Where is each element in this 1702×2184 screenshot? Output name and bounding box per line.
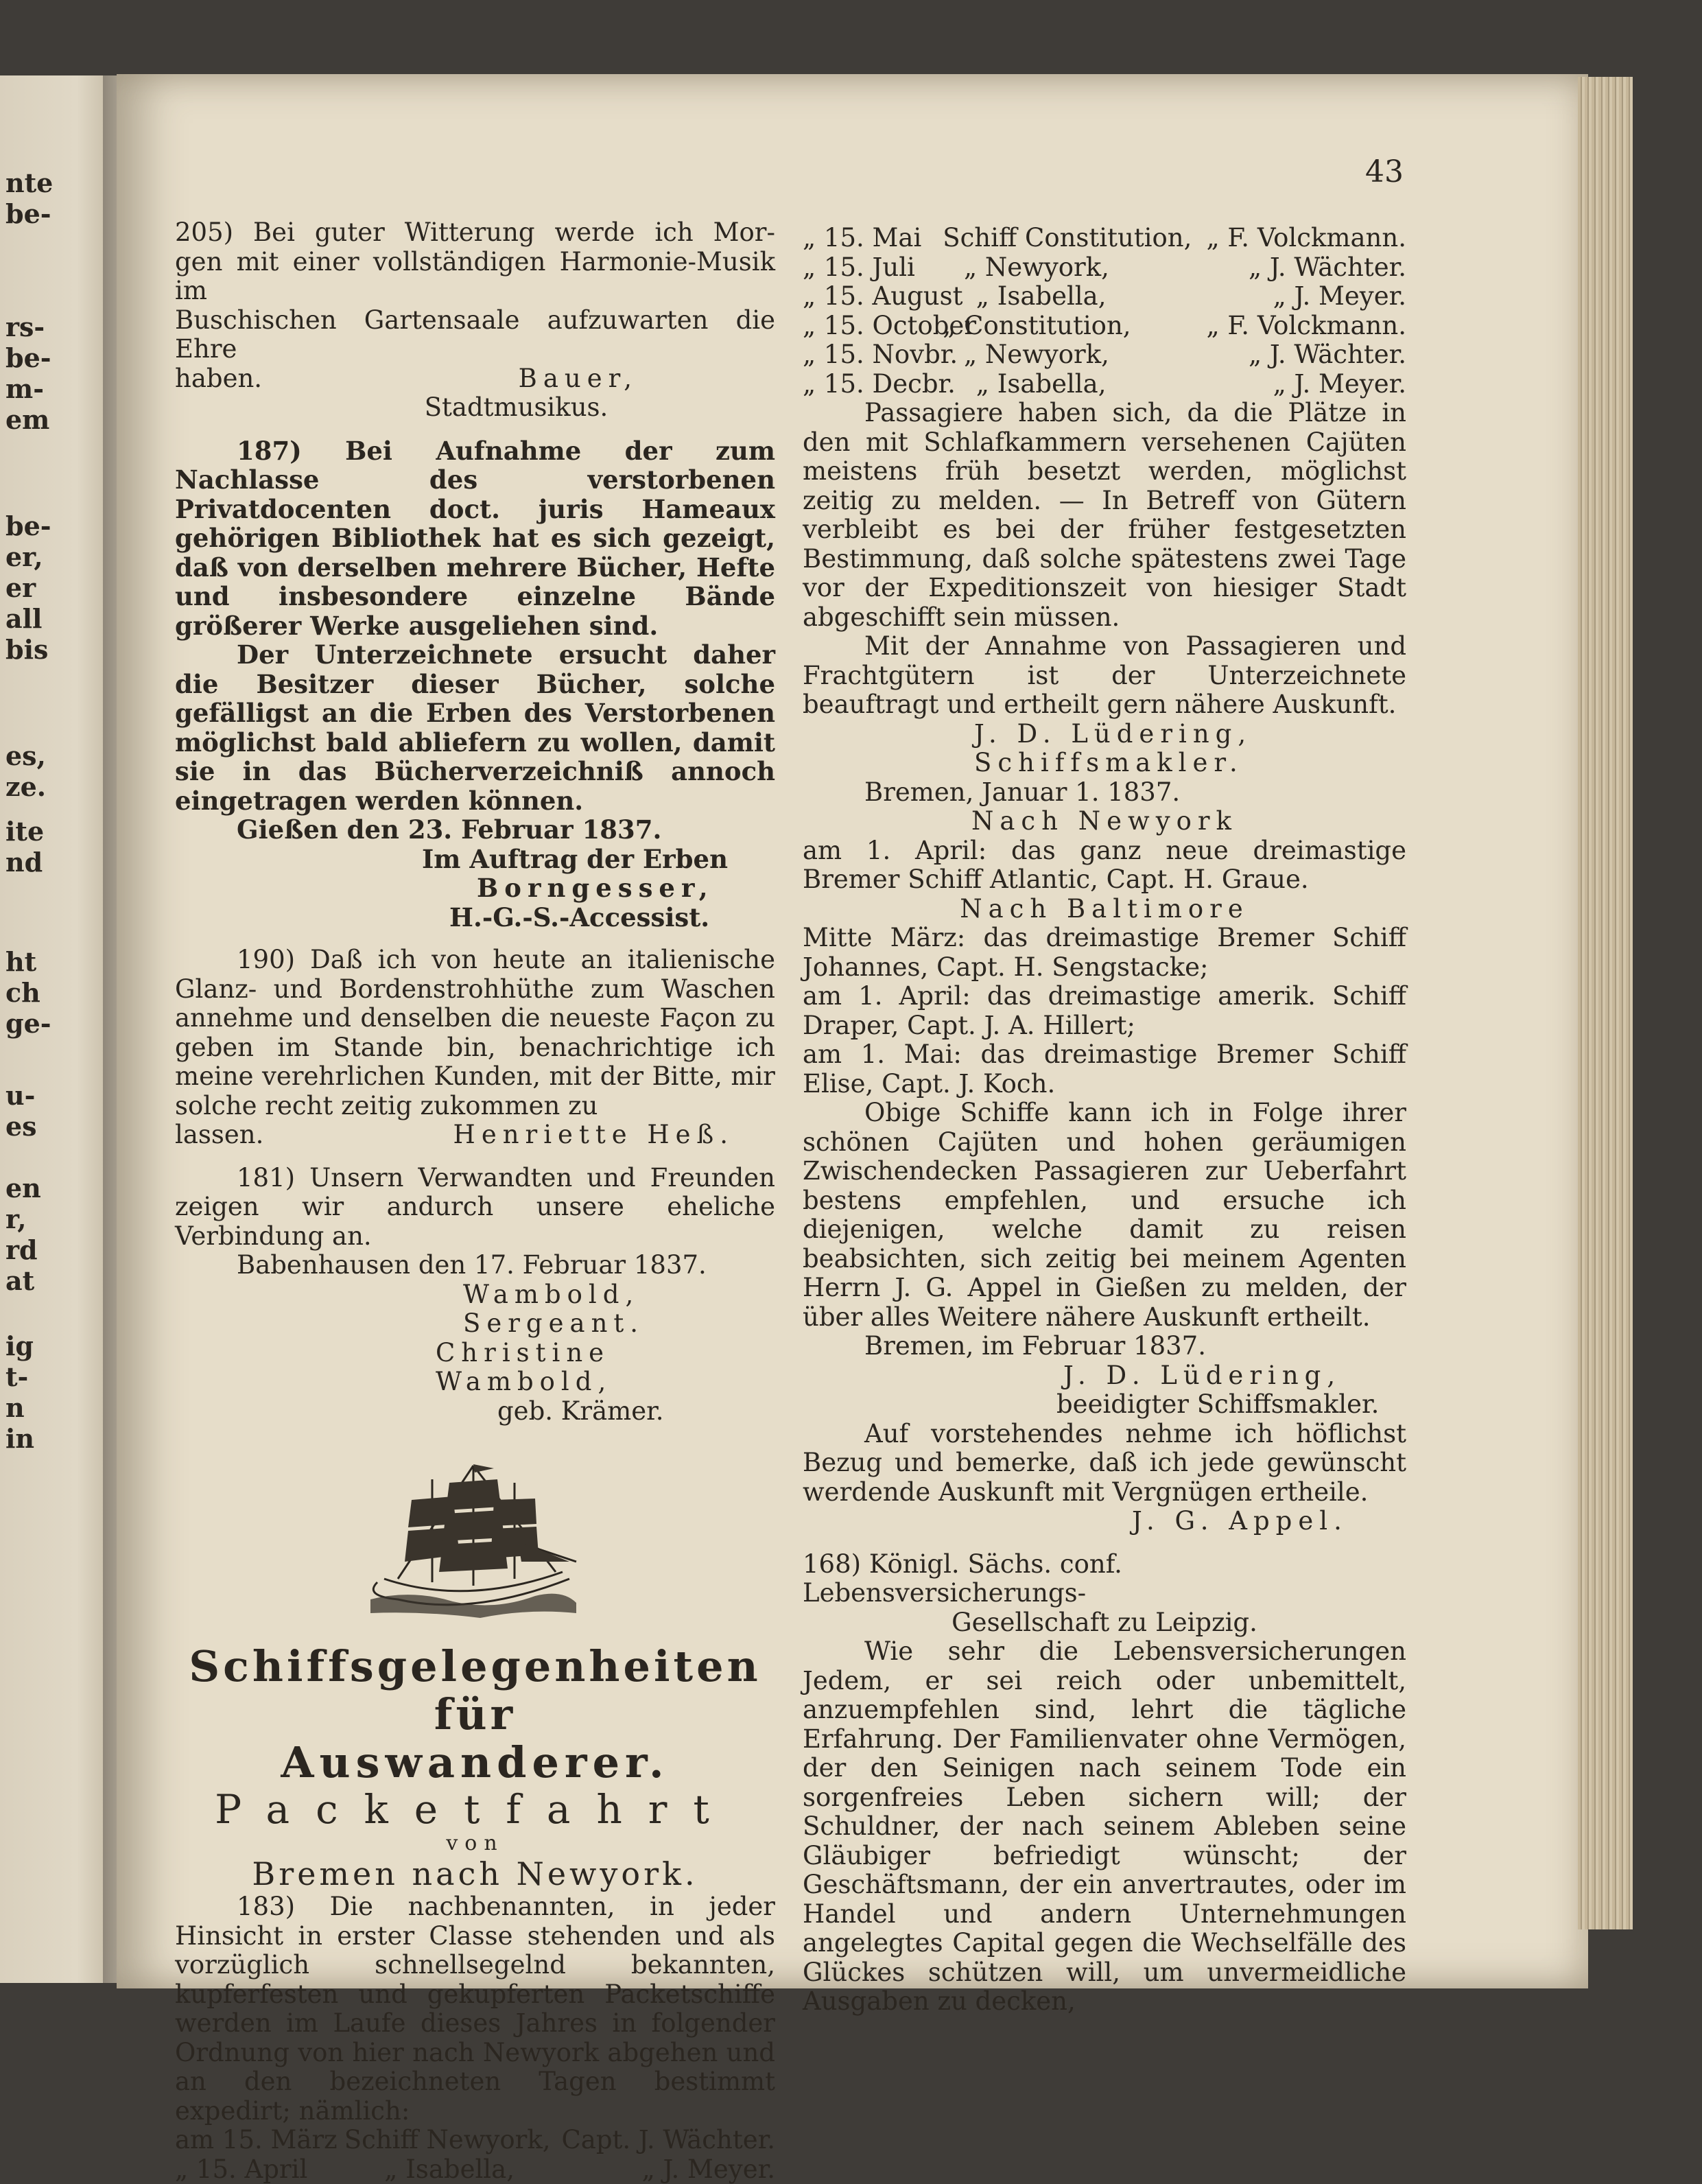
left-page-fragment: es, bbox=[5, 741, 46, 771]
notice-205-line-2: gen mit einer vollständigen Harmonie‑Musik im bbox=[175, 248, 775, 306]
schedule-date: „ 15. October bbox=[803, 312, 940, 341]
notice-190 bbox=[175, 946, 775, 1150]
left-page-fragment: be‑ bbox=[5, 343, 51, 373]
left-page-fragment: ite bbox=[5, 817, 44, 847]
schedule-continued bbox=[803, 224, 1406, 399]
heading-packetfahrt: Packetfahrt bbox=[175, 1787, 775, 1832]
notice-168-title-2: Gesellschaft zu Leipzig. bbox=[803, 1608, 1406, 1638]
heading-schiffsgelegenheiten: Schiffsgelegenheiten für bbox=[175, 1643, 775, 1739]
schedule-captain: Capt. J. Wächter. bbox=[561, 2126, 775, 2155]
left-page-fragment: ch bbox=[5, 978, 40, 1008]
schedule-ship: Schiff Constitution, bbox=[943, 224, 1203, 253]
schedule-date: „ 15. August bbox=[803, 282, 940, 312]
column-right bbox=[803, 224, 1406, 2017]
left-page-fragment: at bbox=[5, 1266, 34, 1296]
schedule-row bbox=[803, 312, 1406, 341]
sailing-ship-illustration bbox=[357, 1459, 583, 1623]
notice-181-sig-3: geb. Krämer. bbox=[175, 1397, 775, 1426]
left-page bbox=[0, 75, 110, 1983]
schedule-captain: „ J. Meyer. bbox=[642, 2155, 775, 2184]
heading-auswanderer: Auswanderer. bbox=[175, 1739, 775, 1787]
left-page-fragment: be‑ bbox=[5, 199, 51, 229]
schedule-date: „ 15. Decbr. bbox=[803, 370, 940, 399]
left-page-fragment: ze. bbox=[5, 772, 46, 802]
notice-187 bbox=[175, 436, 775, 932]
left-page-fragment: all bbox=[5, 604, 43, 634]
notice-190-last-word: lassen. bbox=[175, 1120, 263, 1150]
left-page-fragment: em bbox=[5, 405, 49, 435]
schedule-captain: „ F. Volckmann. bbox=[1206, 312, 1406, 341]
luedering-signature: J. D. Lüdering, Schiffsmakler. bbox=[803, 720, 1406, 778]
ships-recommendation: Obige Schiffe kann ich in Folge ihrer schönen Cajüten und hohen geräumigen Zwischendecken Passagieren zur Ueberfahrt bestens empfehlen, und ersuche ich diejenigen, welche damit zu reisen beabsichten, sich zeitig bei meinem Agenten Herrn J. G. Appel in Gießen zu melden, der über alles Weitere nähere Auskunft ertheilt. bbox=[803, 1099, 1406, 1332]
schedule-row bbox=[803, 370, 1406, 399]
notice-205-title: Stadtmusikus. bbox=[175, 393, 775, 423]
appel-signature: J. G. Appel. bbox=[803, 1507, 1406, 1536]
notice-187-date: Gießen den 23. Februar 1837. bbox=[175, 815, 775, 845]
left-page-fragment: t‑ bbox=[5, 1362, 28, 1392]
schedule-row bbox=[803, 253, 1406, 283]
schedule-ship: „ Isabella, bbox=[976, 282, 1237, 312]
schedule-row bbox=[803, 282, 1406, 312]
left-page-fragment: en bbox=[5, 1173, 41, 1203]
notice-187-text: 187) Bei Aufnahme der zum Nachlasse des verstorbenen Privatdocenten doct. juris Hameaux gehörigen Bibliothek hat es sich gezeigt, daß von derselben mehrere Bücher, Hefte und insbesondere einzelne Bände größerer Werke ausgeliehen sind. bbox=[175, 436, 775, 641]
left-page-fragment: r, bbox=[5, 1204, 27, 1234]
notice-205 bbox=[175, 218, 775, 423]
notice-190-signer: Henriette Heß. bbox=[453, 1120, 734, 1150]
notice-187-text-2: Der Unterzeichnete ersucht daher die Besitzer dieser Bücher, solche gefälligst an die Erben des Verstorbenen möglichst bald abliefern zu wollen, damit sie in das Bücherverzeichniß annoch eingetragen werden können. bbox=[175, 640, 775, 815]
schedule-ship: „ Isabella, bbox=[976, 370, 1237, 399]
schedule-row bbox=[803, 340, 1406, 370]
baltimore-sailing-3: am 1. Mai: das dreimastige Bremer Schiff Elise, Capt. J. Koch. bbox=[803, 1040, 1406, 1099]
bremen-date-february: Bremen, im Februar 1837. bbox=[803, 1332, 1406, 1361]
schedule-row bbox=[803, 224, 1406, 253]
schedule-captain: „ F. Volckmann. bbox=[1206, 224, 1406, 253]
notice-205-signature-line bbox=[175, 364, 775, 394]
bremen-date-january: Bremen, Januar 1. 1837. bbox=[803, 778, 1406, 808]
left-page-fragment: rd bbox=[5, 1235, 38, 1265]
left-page-fragment: er bbox=[5, 573, 36, 603]
schedule-date: „ 15. Novbr. bbox=[803, 340, 940, 370]
left-page-fragment: rs‑ bbox=[5, 312, 45, 342]
left-page-fragment: es bbox=[5, 1112, 37, 1142]
schedule-row bbox=[175, 2126, 775, 2155]
left-page-fragment: u‑ bbox=[5, 1081, 35, 1111]
column-left bbox=[175, 218, 775, 2184]
notice-187-role: H.‑G.‑S.‑Accessist. bbox=[175, 903, 775, 932]
left-page-fragment: nte bbox=[5, 168, 53, 198]
left-page-fragment: nd bbox=[5, 847, 43, 878]
left-page-fragment: in bbox=[5, 1424, 34, 1454]
left-page-fragment: m‑ bbox=[5, 374, 44, 404]
notice-205-signer: Bauer, bbox=[519, 364, 638, 394]
heading-von: von bbox=[175, 1832, 775, 1855]
newyork-sailing: am 1. April: das ganz neue dreimastige Bremer Schiff Atlantic, Capt. H. Graue. bbox=[803, 836, 1406, 895]
notice-183 bbox=[175, 1892, 775, 2184]
baltimore-sailing-1: Mitte März: das dreimastige Bremer Schiff Johannes, Capt. H. Sengstacke; bbox=[803, 924, 1406, 982]
notice-168-title-1: 168) Königl. Sächs. conf. Lebensversicherungs‑ bbox=[803, 1550, 1406, 1608]
left-page-fragment: be‑ bbox=[5, 511, 51, 541]
left-page-fragment: ge‑ bbox=[5, 1009, 51, 1039]
notice-168-text: Wie sehr die Lebensversicherungen Jedem, er sei reich oder unbemittelt, anzuempfehlen sind, lehrt die tägliche Erfahrung. Der Familienvater ohne Vermögen, der den Seinigen nach seinem Tode ein sorgenfreies Leben sichern will; der Schuldner, der nach seinem Ableben seine Gläubiger befriedigt wünscht; der Geschäftsmann, der ein anvertrautes, oder im Handel und andern Unternehmungen angelegtes Capital gegen die Wechselfälle des Glückes schützen will, um unvermeidliche Ausgaben zu decken, bbox=[803, 1637, 1406, 2017]
luedering-title: beeidigter Schiffsmakler. bbox=[803, 1390, 1406, 1420]
schedule-ship: „ Newyork, bbox=[964, 253, 1225, 283]
passenger-notice: Passagiere haben sich, da die Plätze in den mit Schlafkammern versehenen Cajüten meistens früh besetzt werden, möglichst zeitig zu melden. — In Betreff von Gütern verbleibt es bei der früher festgesetzten Bestimmung, daß solche spätestens zwei Tage vor der Expeditionszeit von hiesiger Stadt abgeschifft sein müssen. bbox=[803, 399, 1406, 632]
schedule-ship: „ Newyork, bbox=[964, 340, 1225, 370]
schedule-date: am 15. März bbox=[175, 2126, 340, 2155]
notice-181-sig-2: Christine Wambold, bbox=[175, 1339, 775, 1397]
schedule-date: „ 15. April bbox=[175, 2155, 340, 2184]
baltimore-sailing-2: am 1. April: das dreimastige amerik. Schiff Draper, Capt. J. A. Hillert; bbox=[803, 982, 1406, 1040]
notice-187-name: Borngesser, bbox=[175, 873, 775, 903]
notice-183-text: 183) Die nachbenannten, in jeder Hinsicht in erster Classe stehenden und als vorzüglich schnellsegelnd bekannten, kupferfesten und gekupferten Packetschiffe werden im Laufe dieses Jahres in folgender Ordnung von hier nach Newyork abgehen und an den bezeichneten Tagen bestimmt expedirt; nämlich: bbox=[175, 1892, 775, 2126]
schedule-captain: „ J. Wächter. bbox=[1249, 253, 1406, 283]
page-number: 43 bbox=[1365, 154, 1404, 189]
schedule-row bbox=[175, 2155, 775, 2184]
notice-181-date: Babenhausen den 17. Februar 1837. bbox=[175, 1251, 775, 1280]
left-page-fragment: er, bbox=[5, 542, 43, 572]
schedule-date: „ 15. Mai bbox=[803, 224, 940, 253]
notice-205-last-word: haben. bbox=[175, 364, 262, 394]
left-page-fragment: ht bbox=[5, 947, 36, 977]
notice-181 bbox=[175, 1164, 775, 1426]
schedule-captain: „ J. Wächter. bbox=[1249, 340, 1406, 370]
notice-205-line-1: 205) Bei guter Witterung werde ich Mor‑ bbox=[175, 218, 775, 248]
heading-bremen-newyork: Bremen nach Newyork. bbox=[175, 1855, 775, 1892]
emigrant-shipping-heading bbox=[175, 1643, 775, 1892]
freight-notice: Mit der Annahme von Passagieren und Frachtgütern ist der Unterzeichnete beauftragt und ertheilt gern nähere Auskunft. bbox=[803, 632, 1406, 720]
ship-woodcut bbox=[357, 1459, 583, 1623]
schedule-captain: „ J. Meyer. bbox=[1273, 282, 1406, 312]
luedering-signature-2: J. D. Lüdering, bbox=[803, 1361, 1406, 1391]
left-page-fragment: n bbox=[5, 1393, 25, 1423]
schedule-date: „ 15. Juli bbox=[803, 253, 940, 283]
schedule-ship: „ Constitution, bbox=[943, 312, 1203, 341]
heading-nach-newyork: Nach Newyork bbox=[803, 807, 1406, 836]
page-stack-edge bbox=[1578, 77, 1633, 1929]
schedule-ship: Schiff Newyork, bbox=[344, 2126, 557, 2155]
left-page-fragment: bis bbox=[5, 635, 48, 665]
notice-205-line-3: Buschischen Gartensaale aufzuwarten die Ehre bbox=[175, 306, 775, 364]
heading-nach-baltimore: Nach Baltimore bbox=[803, 895, 1406, 924]
notice-181-sig-1: Wambold, Sergeant. bbox=[175, 1280, 775, 1339]
notice-190-signature-line bbox=[175, 1120, 775, 1150]
appel-notice: Auf vorstehendes nehme ich höflichst Bezug und bemerke, daß ich jede gewünscht werdende Auskunft mit Vergnügen ertheile. bbox=[803, 1420, 1406, 1507]
left-page-fragment: ig bbox=[5, 1331, 34, 1361]
schedule-ship: „ Isabella, bbox=[384, 2155, 597, 2184]
notice-181-text: 181) Unsern Verwandten und Freunden zeigen wir andurch unsere eheliche Verbindung an. bbox=[175, 1164, 775, 1252]
notice-190-text: 190) Daß ich von heute an italienische Glanz‑ und Bordenstrohhüthe zum Waschen annehme und denselben die neueste Façon zu geben im Stande bin, benachrichtige ich meine verehrlichen Kunden, mit der Bitte, mir solche recht zeitig zukommen zu bbox=[175, 946, 775, 1120]
schedule-captain: „ J. Meyer. bbox=[1273, 370, 1406, 399]
notice-187-auftrag: Im Auftrag der Erben bbox=[175, 845, 775, 874]
